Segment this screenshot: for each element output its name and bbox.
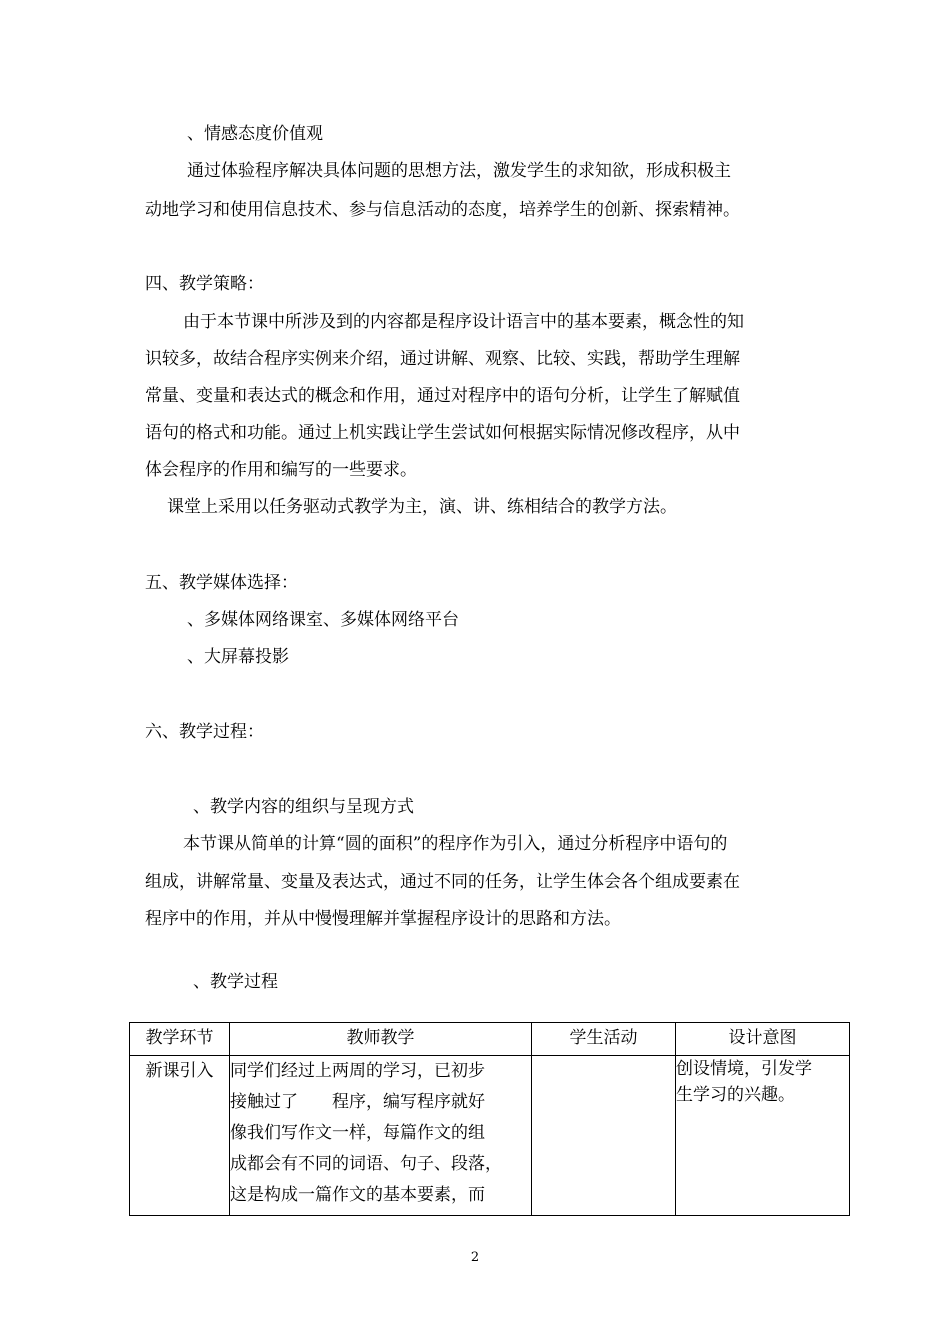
section-strategy-heading: 四、教学策略： [145,274,264,294]
section-process-heading: 六、教学过程： [145,722,264,742]
cell-line: 创设情境，引发学 [676,1059,812,1079]
cell-stage: 新课引入 [130,1056,230,1216]
paragraph-line: 课堂上采用以任务驱动式教学为主，演、讲、练相结合的教学方法。 [167,497,677,517]
cell-line: 成都会有不同的词语、句子、段落， [230,1154,502,1174]
cell-line: 同学们经过上两周的学习，已初步 [230,1061,485,1081]
col-header-student: 学生活动 [532,1023,676,1056]
table-header-row [130,1023,850,1056]
paragraph-line: 由于本节课中所涉及到的内容都是程序设计语言中的基本要素，概念性的知 [183,312,744,332]
section-emotion-heading: 、情感态度价值观 [187,124,323,144]
subsection-heading: 、教学过程 [193,972,278,992]
media-item: 、大屏幕投影 [187,647,289,667]
paragraph-line: 语句的格式和功能。通过上机实践让学生尝试如何根据实际情况修改程序，从中 [145,423,740,443]
cell-student [532,1056,676,1216]
col-header-teacher: 教师教学 [230,1023,532,1056]
paragraph-line: 体会程序的作用和编写的一些要求。 [145,460,417,480]
cell-line: 接触过了 程序，编写程序就好 [230,1092,485,1112]
col-header-intent: 设计意图 [676,1023,850,1056]
cell-line: 像我们写作文一样，每篇作文的组 [230,1123,485,1143]
teaching-process-table [129,1022,850,1216]
paragraph-line: 程序中的作用，并从中慢慢理解并掌握程序设计的思路和方法。 [145,909,621,929]
cell-line: 生学习的兴趣。 [676,1085,795,1105]
cell-line: 这是构成一篇作文的基本要素，而 [230,1185,485,1205]
media-item: 、多媒体网络课室、多媒体网络平台 [187,610,459,630]
table-row [130,1056,850,1216]
paragraph-line: 识较多，故结合程序实例来介绍，通过讲解、观察、比较、实践，帮助学生理解 [145,349,740,369]
col-header-stage: 教学环节 [130,1023,230,1056]
paragraph-line: 组成，讲解常量、变量及表达式，通过不同的任务，让学生体会各个组成要素在 [145,872,740,892]
paragraph-line: 本节课从简单的计算“圆的面积”的程序作为引入，通过分析程序中语句的 [183,834,728,854]
cell-teacher [230,1056,532,1216]
paragraph-line: 动地学习和使用信息技术、参与信息活动的态度，培养学生的创新、探索精神。 [145,200,740,220]
paragraph-line: 常量、变量和表达式的概念和作用，通过对程序中的语句分析，让学生了解赋值 [145,386,740,406]
paragraph-line: 通过体验程序解决具体问题的思想方法，激发学生的求知欲，形成积极主 [187,161,731,181]
cell-intent [676,1056,850,1216]
subsection-heading: 、教学内容的组织与呈现方式 [193,797,414,817]
section-media-heading: 五、教学媒体选择： [145,573,298,593]
page-number: 2 [470,1250,480,1265]
